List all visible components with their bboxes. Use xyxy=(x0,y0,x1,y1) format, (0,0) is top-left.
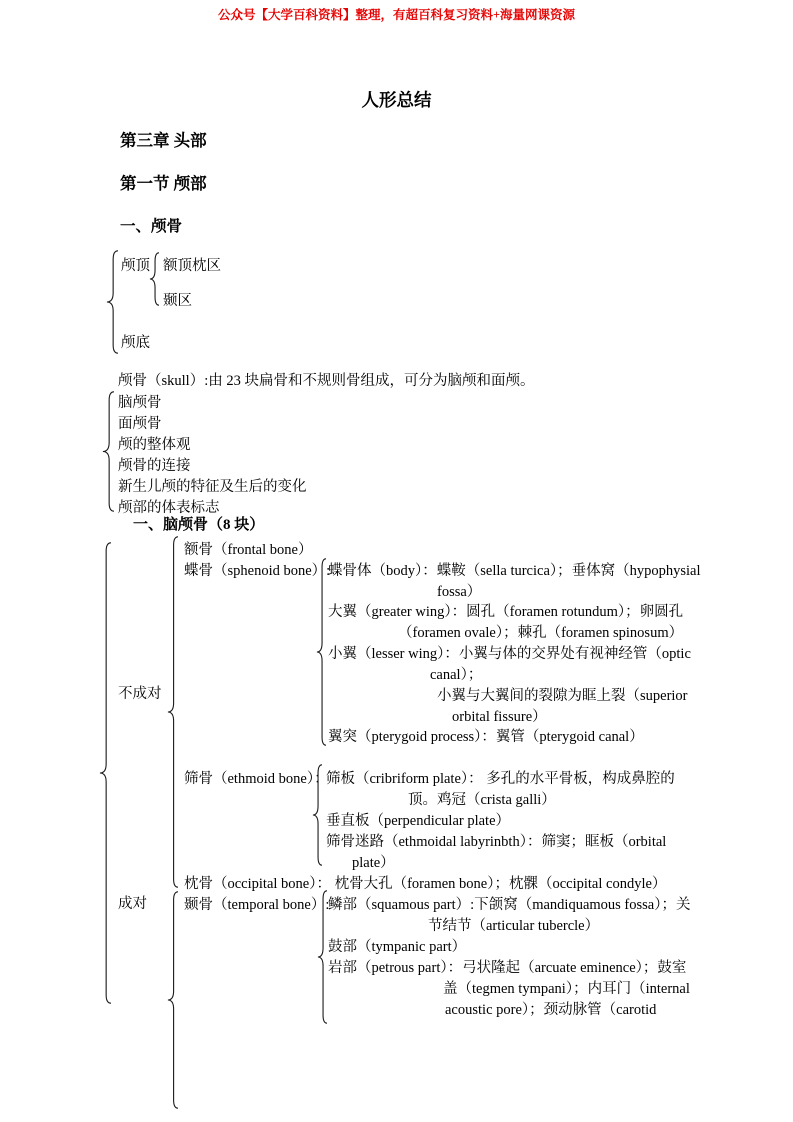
sphenoid-line: 小翼与大翼间的裂隙为眶上裂（superior xyxy=(437,688,688,704)
sphenoid-line: 翼突（pterygoid process）：翼管（pterygoid canal） xyxy=(328,729,644,745)
unpaired-brace xyxy=(167,536,179,888)
skull-topic-item: 颅骨的连接 xyxy=(118,458,191,474)
ethmoid-line: 筛骨迷路（ethmoidal labyrinbth）：筛窦；眶板（orbital xyxy=(326,834,667,850)
unpaired-label: 不成对 xyxy=(118,686,162,702)
ethmoid-line: 垂直板（perpendicular plate） xyxy=(326,813,511,829)
section-heading: 第一节 颅部 xyxy=(120,174,207,193)
promo-header: 公众号【大学百科资料】整理，有超百科复习资料+海量网课资源 xyxy=(217,8,576,22)
chapter-heading: 第三章 头部 xyxy=(120,131,207,150)
paired-label: 成对 xyxy=(118,896,147,912)
sphenoid-brace xyxy=(316,558,327,746)
ethmoid-bone-label: 筛骨（ethmoid bone）： xyxy=(184,771,329,787)
skull-topic-item: 新生儿颅的特征及生后的变化 xyxy=(118,479,307,495)
skull-topic-item: 面颅骨 xyxy=(118,416,162,432)
skull-intro-paragraph: 颅骨（skull）:由 23 块扁骨和不规则骨组成，可分为脑颅和面颅。 xyxy=(118,373,535,389)
doc-title: 人形总结 xyxy=(361,90,432,110)
vault-base-label: 颅底 xyxy=(121,335,150,351)
ethmoid-line: 筛板（cribriform plate）： 多孔的水平骨板，构成鼻腔的 xyxy=(326,771,675,787)
frontal-bone-item: 额骨（frontal bone） xyxy=(184,542,313,558)
neurocranium-brace xyxy=(99,542,112,1004)
subsection-heading: 一、颅骨 xyxy=(120,218,183,235)
sphenoid-line: canal）； xyxy=(430,667,483,683)
vault-roof-label: 颅顶 xyxy=(121,258,150,274)
vault-region-temporal: 颞区 xyxy=(163,293,192,309)
sphenoid-line: 蝶骨体（body）：蝶鞍（sella turcica）；垂体窝（hypophysial xyxy=(328,563,701,579)
paired-brace xyxy=(167,891,179,1109)
temporal-brace xyxy=(317,890,328,1024)
occipital-bone-item: 枕骨（occipital bone）： 枕骨大孔（foramen bone）；枕髁（occipital condyle） xyxy=(184,876,667,892)
temporal-line: 鳞部（squamous part）:下颌窝（mandiquamous fossa）；关 xyxy=(328,897,691,913)
sphenoid-bone-label: 蝶骨（sphenoid bone）: xyxy=(184,563,331,579)
ethmoid-line: plate） xyxy=(352,855,395,871)
neurocranium-heading: 一、脑颅骨（8 块） xyxy=(133,517,265,533)
vault-inner-brace xyxy=(149,252,160,306)
temporal-bone-label: 颞骨（temporal bone）: xyxy=(184,897,330,913)
temporal-line: 岩部（petrous part）：弓状隆起（arcuate eminence）；鼓室 xyxy=(328,960,687,976)
sphenoid-line: 大翼（greater wing）：圆孔（foramen rotundum）；卵圆孔 xyxy=(328,604,684,620)
vault-outer-brace xyxy=(106,250,119,354)
temporal-line: 鼓部（tympanic part） xyxy=(328,939,467,955)
skull-topics-brace xyxy=(102,391,115,512)
temporal-line: 节结节（articular tubercle） xyxy=(428,918,600,934)
sphenoid-line: （foramen ovale）；棘孔（foramen spinosum） xyxy=(398,625,684,641)
skull-topic-item: 颅的整体观 xyxy=(118,437,191,453)
skull-topic-item: 颅部的体表标志 xyxy=(118,500,220,516)
temporal-line: 盖（tegmen tympani）；内耳门（internal xyxy=(443,981,690,997)
sphenoid-line: fossa） xyxy=(437,584,482,600)
ethmoid-line: 顶。鸡冠（crista galli） xyxy=(408,792,556,808)
ethmoid-brace xyxy=(312,764,323,866)
skull-topic-item: 脑颅骨 xyxy=(118,395,162,411)
sphenoid-line: orbital fissure） xyxy=(452,709,547,725)
vault-region-frontoparietooccipital: 额顶枕区 xyxy=(163,258,221,274)
temporal-line: acoustic pore）；颈动脉管（carotid xyxy=(445,1002,657,1018)
sphenoid-line: 小翼（lesser wing）：小翼与体的交界处有视神经管（optic xyxy=(328,646,691,662)
